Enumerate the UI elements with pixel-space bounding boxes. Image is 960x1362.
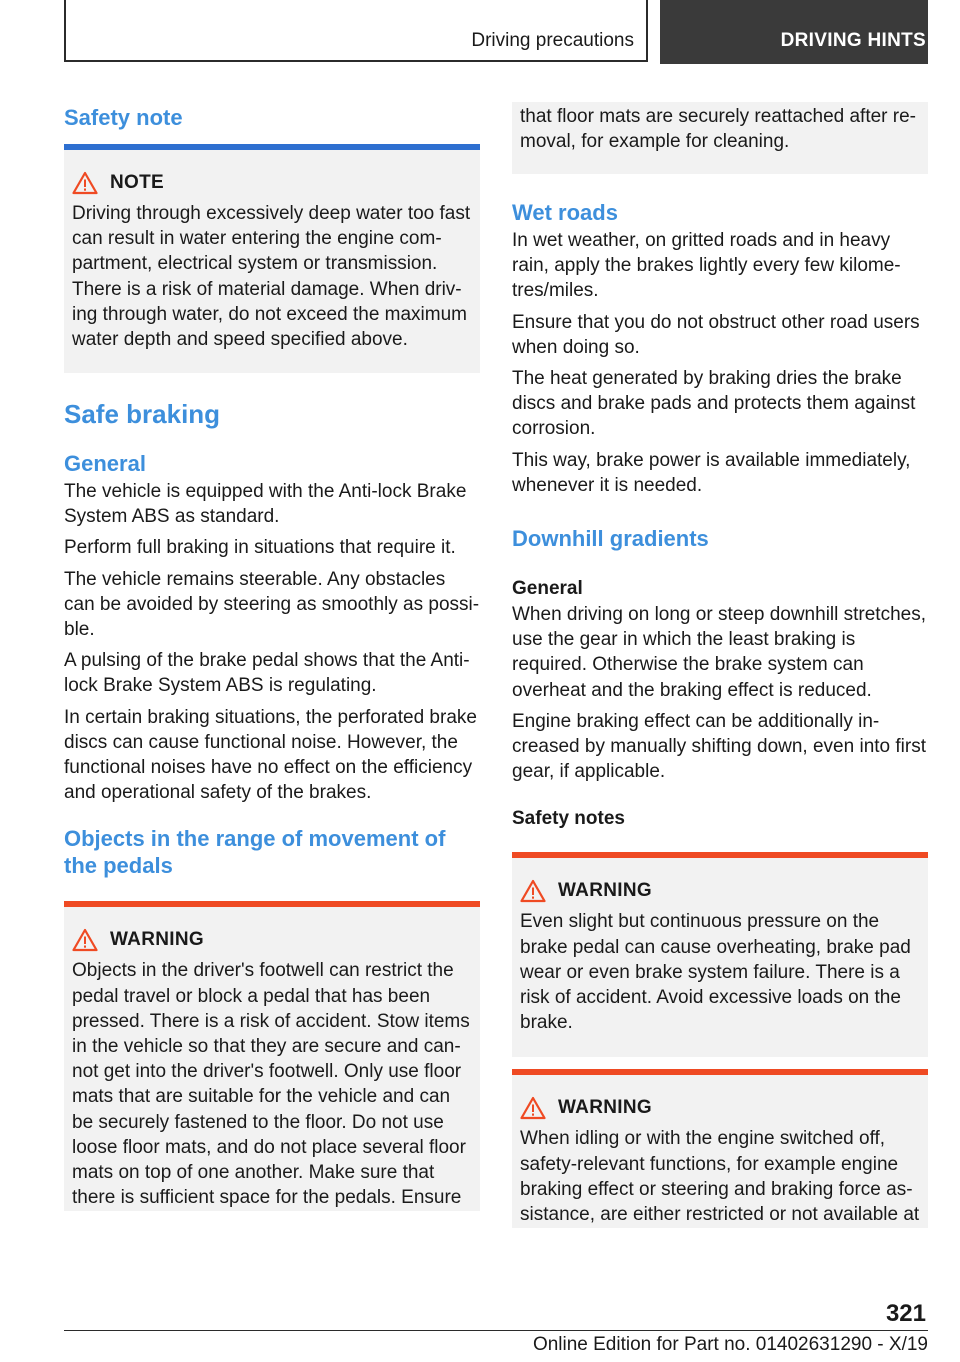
idling-warning-box [512,1069,928,1228]
safety-note-heading: Safety note [64,105,183,130]
warning-title: WARNING [558,880,652,902]
warning-body [512,906,928,1035]
warning-title: WARNING [110,929,204,951]
general-paragraph: The vehicle is equipped with the Anti-lock Brake System ABS as standard. [64,481,467,528]
safety-notes-heading: Safety notes [512,808,625,830]
warning-triangle-icon [72,171,98,195]
note-box-header [64,150,480,198]
safe-braking-heading: Safe braking [64,399,221,429]
warning-body [64,955,480,1210]
objects-heading: Objects in the range of movement of the pedals [64,826,446,879]
brake-pressure-warning-box [512,852,928,1057]
general-paragraph: Perform full braking in situations that require it. [64,537,456,559]
wet-roads-paragraph: The heat generated by braking dries the brake discs and brake pads and protects them against corrosion. [512,368,916,440]
wet-roads-paragraph: Ensure that you do not obstruct other road users when doing so. [512,311,920,358]
warning-title: WARNING [558,1097,652,1119]
warning-text: When idling or with the engine switched off, safety-relevant functions, for example engine braking effect or steering and braking force as-sistance, are either restricted or not available at [520,1128,920,1226]
continued-text: that floor mats are securely reattached after re-moval, for example for cleaning. [520,106,917,153]
note-text: Driving through excessively deep water too fast can result in water entering the engine com-partment, electrical system or transmission. There is a risk of material damage. When driv-ing through water, do not exceed the maximum water depth and speed specified above. [72,203,471,351]
downhill-paragraph: When driving on long or steep downhill stretches, use the gear in which the least braking is required. Otherwise the brake system can overheat and the braking effect is reduced. [512,604,927,701]
continued-warning-box [512,102,928,174]
warning-text: Even slight but continuous pressure on the brake pedal can cause overheating, brake pad wear or even brake system failure. There is a risk of accident. Avoid excessive loads on the brake. [520,911,911,1034]
note-body [64,198,480,352]
right-column [512,102,928,1228]
warning-box-header [512,858,928,906]
downhill-heading: Downhill gradients [512,526,709,552]
chapter-title: DRIVING HINTS [780,30,926,51]
downhill-paragraph: Engine braking effect can be additionally in-creased by manually shifting down, even into first gear, if applicable. [512,710,926,783]
edition-note: Online Edition for Part no. 01402631290 - X/19 [532,1334,928,1355]
section-tab [64,0,648,62]
warning-triangle-icon [520,1096,546,1120]
warning-triangle-icon [520,879,546,903]
pedal-warning-box [64,901,480,1211]
left-column [64,100,480,1211]
warning-triangle-icon [72,928,98,952]
general-heading: General [64,451,146,476]
wet-roads-paragraph: In wet weather, on gritted roads and in heavy rain, apply the brakes lightly every few kilome-tres/miles. [512,230,901,302]
general-paragraph: A pulsing of the brake pedal shows that the Anti-lock Brake System ABS is regulating. [64,650,470,697]
warning-box-header [512,1075,928,1123]
chapter-tab [660,0,928,64]
warning-body [512,1123,928,1227]
general-section [64,479,480,805]
footer-divider [64,1330,928,1331]
warning-box-header [64,907,480,955]
continued-body [512,102,928,154]
wet-roads-heading: Wet roads [512,200,618,225]
wet-roads-section [512,228,928,498]
general-paragraph: In certain braking situations, the perforated brake discs can cause functional noise. However, the functional noises have no effect on the efficiency and operational safety of the brakes. [64,706,477,804]
note-box [64,144,480,373]
general-paragraph: The vehicle remains steerable. Any obstacles can be avoided by steering as smoothly as possi-ble. [64,568,480,641]
downhill-section [512,602,928,784]
warning-text: Objects in the driver's footwell can restrict the pedal travel or block a pedal that has been pressed. There is a risk of accident. Stow items in the vehicle so that they are secure and can-not get into the driver's footwell. Only use floor mats that are suitable for the vehicle and can be securely fastened to the floor. Do not use loose floor mats, and do not place several floor mats on top of one another. Make sure that there is sufficient space for the pedals. Ensure [72,960,470,1209]
page-number: 321 [885,1300,926,1327]
section-title: Driving precautions [471,30,634,51]
wet-roads-paragraph: This way, brake power is available immediately, whenever it is needed. [512,449,911,496]
downhill-general-heading: General [512,578,583,600]
page-header [64,0,928,66]
note-title: NOTE [110,172,164,193]
